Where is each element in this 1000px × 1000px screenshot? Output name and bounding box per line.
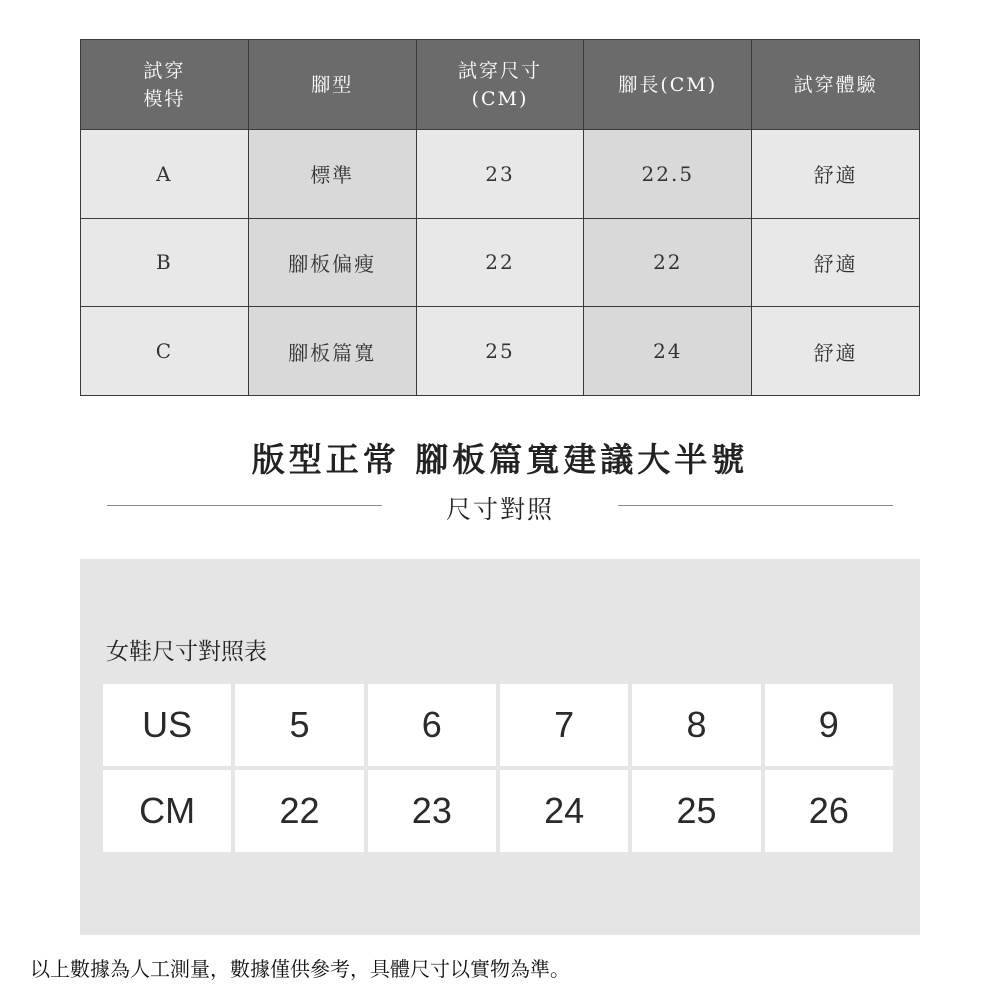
- size-cell: 26: [765, 770, 893, 852]
- table-row: [81, 218, 920, 307]
- section-title: 尺寸對照: [445, 495, 554, 524]
- header-model: 試穿 模特: [81, 40, 249, 130]
- fit-advice-headline: 版型正常 腳板篇寬建議大半號: [251, 440, 749, 479]
- tried-size-cell: 25: [416, 307, 584, 396]
- experience-cell: 舒適: [752, 130, 920, 219]
- size-cell: 8: [632, 684, 760, 766]
- size-cell: 7: [500, 684, 628, 766]
- fitting-table: [80, 39, 920, 396]
- size-cell: 9: [765, 684, 893, 766]
- foot-length-cell: 22: [584, 218, 752, 307]
- tried-size-cell: 22: [416, 218, 584, 307]
- size-chart-panel: [80, 559, 920, 935]
- divider-right: [618, 505, 893, 506]
- header-foot-type: 腳型: [248, 40, 416, 130]
- size-chart-grid: [103, 684, 893, 852]
- fitting-table-header-row: [81, 40, 920, 130]
- experience-cell: 舒適: [752, 218, 920, 307]
- size-chart-caption: 女鞋尺寸對照表: [106, 639, 267, 665]
- model-cell: C: [81, 307, 249, 396]
- size-cell: 5: [235, 684, 363, 766]
- foot-type-cell: 腳板偏瘦: [248, 218, 416, 307]
- foot-type-cell: 標準: [248, 130, 416, 219]
- size-cell: 24: [500, 770, 628, 852]
- foot-length-cell: 24: [584, 307, 752, 396]
- model-cell: A: [81, 130, 249, 219]
- size-cell: 25: [632, 770, 760, 852]
- size-cell: 23: [368, 770, 496, 852]
- experience-cell: 舒適: [752, 307, 920, 396]
- header-foot-length: 腳長(CM): [584, 40, 752, 130]
- measurement-footnote: 以上數據為人工測量，數據僅供參考，具體尺寸以實物為準。: [30, 957, 570, 981]
- header-experience: 試穿體驗: [752, 40, 920, 130]
- size-row-label-us: US: [103, 684, 231, 766]
- size-cell: 22: [235, 770, 363, 852]
- table-row: [81, 307, 920, 396]
- table-row: [81, 130, 920, 219]
- model-cell: B: [81, 218, 249, 307]
- foot-length-cell: 22.5: [584, 130, 752, 219]
- tried-size-cell: 23: [416, 130, 584, 219]
- size-cell: 6: [368, 684, 496, 766]
- size-row-label-cm: CM: [103, 770, 231, 852]
- foot-type-cell: 腳板篇寬: [248, 307, 416, 396]
- header-tried-size: 試穿尺寸 (CM): [416, 40, 584, 130]
